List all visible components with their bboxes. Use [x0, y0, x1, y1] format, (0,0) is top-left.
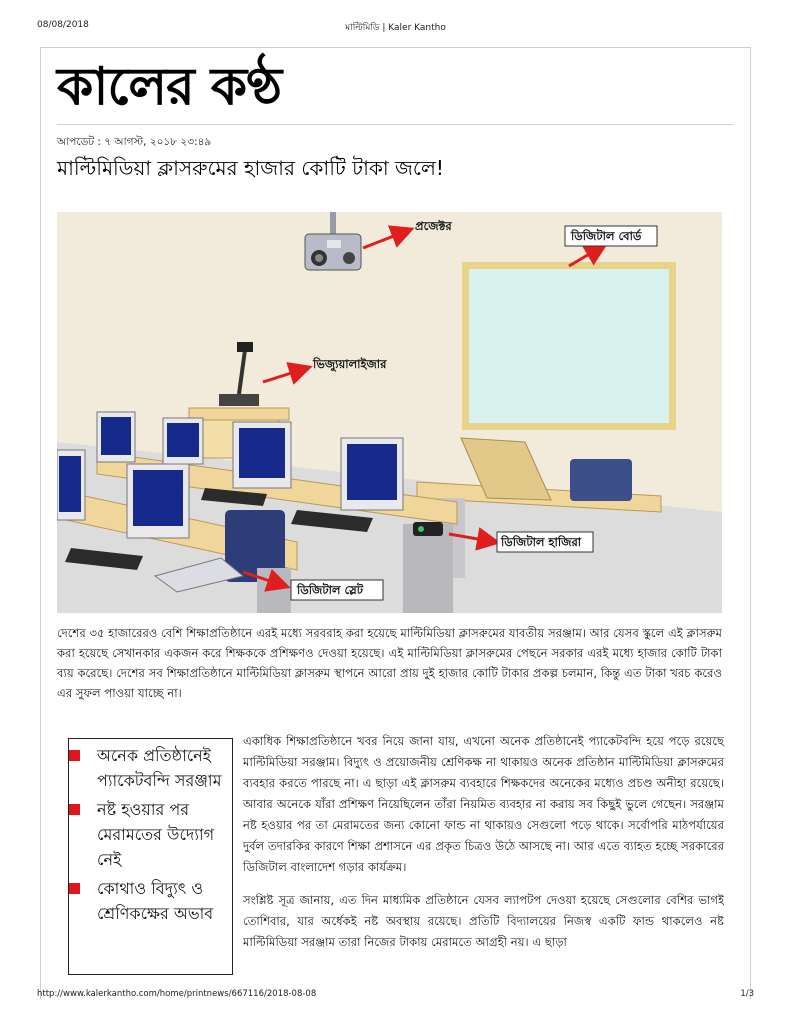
cabinet — [403, 524, 453, 613]
projector-mount — [330, 212, 336, 234]
update-timestamp: আপডেট : ৭ আগস্ট, ২০১৮ ২৩:৪৯ — [57, 136, 212, 148]
label-digital-slate: ডিজিটাল স্লেট — [297, 583, 364, 597]
highlight-item — [69, 876, 226, 926]
print-footer — [37, 989, 754, 1003]
masthead-divider — [57, 124, 734, 125]
article-lead: দেশের ৩৫ হাজারেরও বেশি শিক্ষাপ্রতিষ্ঠানে এরই মধ্যে সরবরাহ করা হয়েছে মাল্টিমিডিয়া ক্লাসরুমের যাবতীয় সরঞ্জাম। আর যেসব স্কুলে এই ক্লাসরুম করা হয়েছে সেখানকার একজন করে শিক্ষককে প্রশিক্ষণও দেওয়া হয়েছে। এই মাল্টিমিডিয়া ক্লাসরুমের পেছনে সরকার এরই মধ্যে হাজার কোটি টাকা ব্যয় করেছে। দেশের সব শিক্ষাপ্রতিষ্ঠানে মাল্টিমিডিয়া ক্লাসরুম স্থাপনে আরো প্রায় দুই হাজার কোটি টাকার প্রকল্প চলমান, কিন্তু এত টাকা খরচ করেও এর সুফল পাওয়া যাচ্ছে না। — [57, 626, 722, 700]
print-page-title: মাল্টিমিডি | Kaler Kantho — [345, 23, 446, 33]
page-number: 1/3 — [740, 989, 754, 999]
bullet-square-icon — [69, 883, 80, 894]
student-monitor-icon — [341, 438, 403, 510]
student-monitor-icon — [163, 418, 203, 464]
article-sheet — [40, 47, 751, 999]
print-url: http://www.kalerkantho.com/home/printnews/667116/2018-08-08 — [37, 989, 317, 999]
highlight-text: নষ্ট হওয়ার পর মেরামতের উদ্যোগ নেই — [97, 800, 215, 869]
label-digital-attendance: ডিজিটাল হাজিরা — [501, 535, 582, 549]
label-visualizer: ভিজ্যুয়ালাইজার — [313, 357, 387, 371]
article-headline: মাল্টিমিডিয়া ক্লাসরুমের হাজার কোটি টাকা জলে! — [57, 156, 444, 180]
body-paragraph: সংশ্লিষ্ট সূত্র জানায়, এত দিন মাধ্যমিক প্রতিষ্ঠানে যেসব ল্যাপটপ দেওয়া হয়েছে সেগুলোর বেশির ভাগই তোশিবার, যার অর্ধেকই নষ্ট অবস্থায় রয়েছে। প্রতিটি বিদ্যালয়ের নিজস্ব একটি ফান্ড থাকলেও নষ্ট মাল্টিমিডিয়া সরঞ্জাম তারা নিজের টাকায় মেরামতে আগ্রহী নয়। এ ছাড়া — [243, 893, 724, 949]
highlight-item — [69, 743, 226, 793]
print-date: 08/08/2018 — [37, 20, 89, 30]
label-digital-board: ডিজিটাল বোর্ড — [571, 229, 642, 243]
cabinet — [257, 568, 291, 613]
teacher-chair — [570, 459, 632, 501]
projector-icon — [305, 234, 361, 270]
bullet-square-icon — [69, 804, 80, 815]
classroom-illustration — [57, 212, 722, 613]
highlight-text: কোথাও বিদ্যুৎ ও শ্রেণিকক্ষের অভাব — [97, 879, 214, 923]
student-monitor-icon — [97, 412, 135, 462]
student-monitor-icon — [57, 450, 85, 520]
article-body — [243, 731, 724, 965]
highlights-box — [68, 738, 233, 975]
label-projector: প্রজেক্টর — [415, 219, 452, 233]
digital-board-screen — [469, 269, 669, 423]
newspaper-logo: কালের কণ্ঠ — [57, 56, 282, 117]
student-monitor-icon — [233, 422, 291, 488]
highlight-text: অনেক প্রতিষ্ঠানেই প্যাকেটবন্দি সরঞ্জাম — [97, 746, 222, 790]
digital-attendance-icon — [413, 522, 443, 536]
body-paragraph: একাধিক শিক্ষাপ্রতিষ্ঠানে খবর নিয়ে জানা যায়, এখনো অনেক প্রতিষ্ঠানেই প্যাকেটবন্দি হয়ে পড়ে রয়েছে মাল্টিমিডিয়া সরঞ্জাম। বিদ্যুৎ ও প্রয়োজনীয় শ্রেণিকক্ষ না থাকায়ও অনেক প্রতিষ্ঠান মাল্টিমিডিয়া ক্লাসরুমের ব্যবহার করতে পারছে না। এ ছাড়া এই ক্লাসরুম ব্যবহারে শিক্ষকদের অনেকের মধ্যেও প্রচণ্ড অনীহা রয়েছে। আবার অনেকে যাঁরা প্রশিক্ষণ নিয়েছিলেন তাঁরা নিয়মিত ব্যবহার না করায় সব কিছুই ভুলে গেছেন। সরঞ্জাম নষ্ট হওয়ার পর তা মেরামতের জন্য কোনো ফান্ড না থাকায়ও সেগুলো পড়ে থাকে। সর্বোপরি মাঠপর্যায়ের দুর্বল তদারকির কারণে শিক্ষা প্রশাসনে এর প্রকৃত চিত্রও উঠে আসছে না। আর এতে ব্যাহত হচ্ছে সরকারের ডিজিটাল বাংলাদেশ গড়ার কার্যক্রম। — [243, 734, 724, 874]
bullet-square-icon — [69, 750, 80, 761]
student-monitor-icon — [127, 464, 189, 538]
highlight-item — [69, 797, 226, 872]
print-header — [37, 20, 754, 34]
